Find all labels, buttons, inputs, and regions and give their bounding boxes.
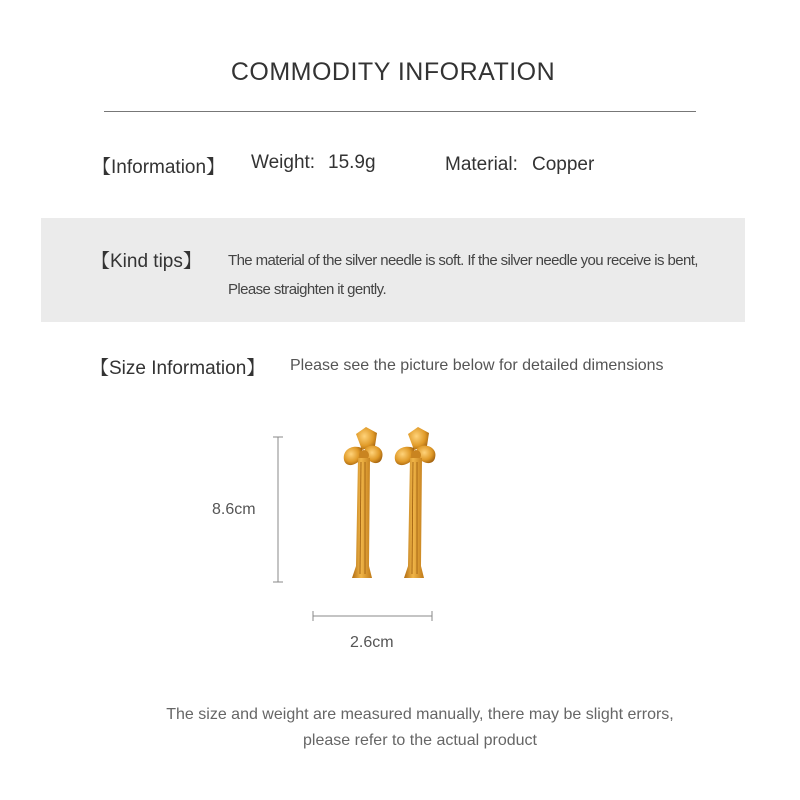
disclaimer-line-1: The size and weight are measured manually, there may be slight errors, bbox=[166, 706, 674, 723]
material-value: Copper bbox=[532, 154, 595, 175]
weight-value: 15.9g bbox=[328, 152, 376, 173]
left-earring-image bbox=[344, 427, 383, 578]
kind-tips-line-1: The material of the silver needle is soft. If the silver needle you receive is bent, bbox=[228, 252, 698, 269]
kind-tips-line-2: Please straighten it gently. bbox=[228, 281, 387, 298]
disclaimer-line-2: please refer to the actual product bbox=[303, 732, 537, 749]
material-label: Material: bbox=[445, 154, 518, 175]
information-label: 【Information】 bbox=[92, 157, 226, 178]
width-dimension-line bbox=[313, 611, 432, 621]
size-information-note: Please see the picture below for detailed dimensions bbox=[290, 357, 664, 374]
height-dimension-label: 8.6cm bbox=[212, 501, 256, 518]
width-dimension-label: 2.6cm bbox=[350, 634, 394, 651]
right-earring-image bbox=[395, 427, 436, 578]
measurement-disclaimer bbox=[0, 702, 800, 754]
page-title: COMMODITY INFORATION bbox=[230, 58, 556, 86]
kind-tips-label: 【Kind tips】 bbox=[91, 251, 202, 272]
weight-label: Weight: bbox=[251, 152, 316, 173]
height-dimension-line bbox=[273, 437, 283, 582]
size-information-label: 【Size Information】 bbox=[90, 358, 266, 379]
